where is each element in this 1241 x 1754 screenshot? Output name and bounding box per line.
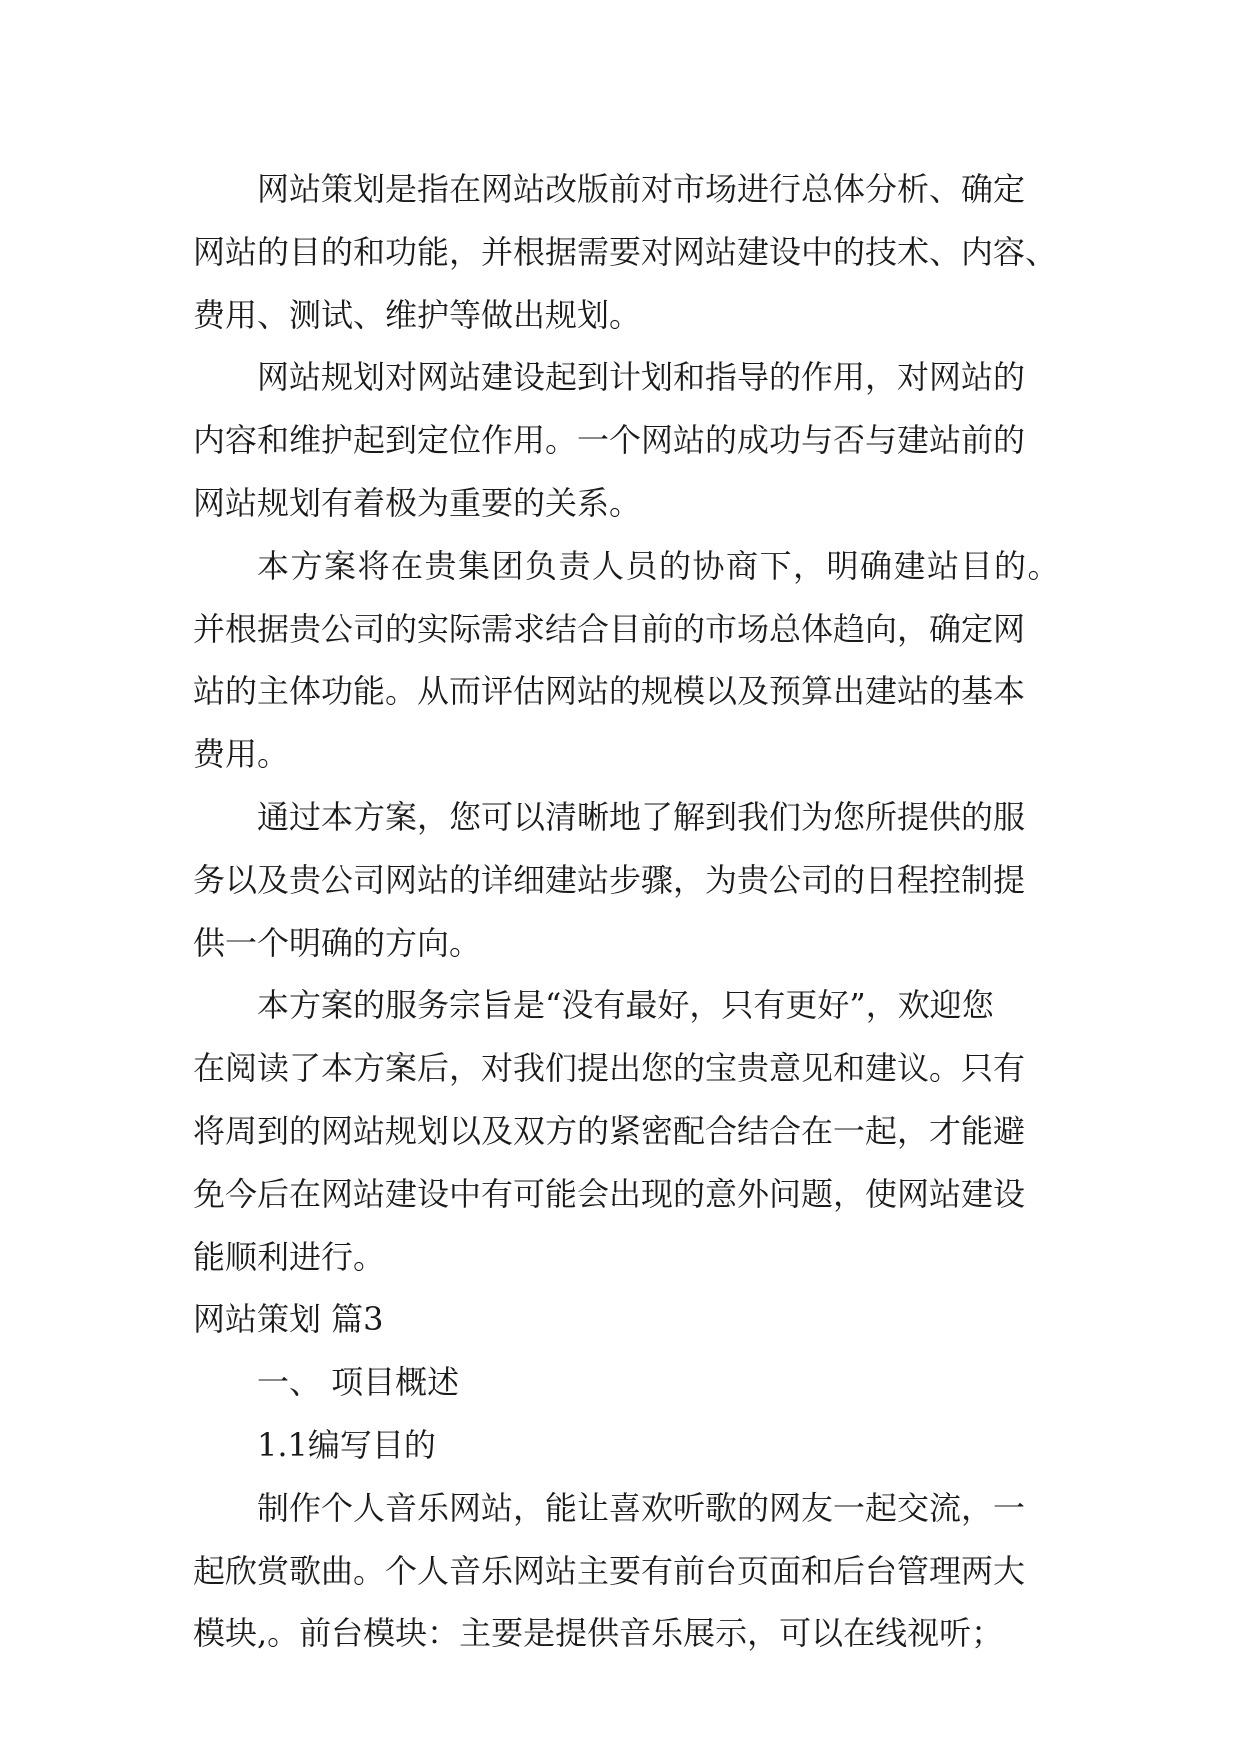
- text-line: 本方案的服务宗旨是“没有最好，只有更好”，欢迎您: [257, 986, 994, 1025]
- text-line: 制作个人音乐网站，能让喜欢听歌的网友一起交流，一: [257, 1488, 1026, 1527]
- text-line: 将周到的网站规划以及双方的紧密配合结合在一起，才能避: [193, 1111, 1026, 1150]
- text-line: 网站的目的和功能，并根据需要对网站建设中的技术、内容、: [193, 232, 1058, 271]
- text-line: 本方案将在贵集团负责人员的协商下，明确建站目的。: [257, 546, 1062, 585]
- text-line: 通过本方案，您可以清晰地了解到我们为您所提供的服: [257, 797, 1026, 836]
- text-line: 起欣赏歌曲。个人音乐网站主要有前台页面和后台管理两大: [193, 1551, 1026, 1590]
- text-line: 并根据贵公司的实际需求结合目前的市场总体趋向，确定网: [193, 609, 1026, 648]
- text-line: 网站规划对网站建设起到计划和指导的作用，对网站的: [257, 358, 1026, 397]
- section-heading: 网站策划 篇3: [193, 1300, 384, 1339]
- text-line: 网站策划是指在网站改版前对市场进行总体分析、确定: [257, 170, 1026, 208]
- text-line: 内容和维护起到定位作用。一个网站的成功与否与建站前的: [193, 421, 1026, 460]
- text-line: 务以及贵公司网站的详细建站步骤，为贵公司的日程控制提: [193, 860, 1026, 899]
- text-line: 能顺利进行。: [193, 1237, 386, 1276]
- subsection-heading: 一、 项目概述: [257, 1363, 460, 1402]
- text-line: 模块,。前台模块：主要是提供音乐展示，可以在线视听；: [193, 1614, 1004, 1653]
- text-line: 费用。: [193, 735, 290, 774]
- document-body: [193, 158, 1062, 1665]
- text-line: 网站规划有着极为重要的关系。: [193, 483, 642, 522]
- text-line: 供一个明确的方向。: [193, 923, 482, 962]
- subsection-heading: 1.1编写目的: [257, 1425, 436, 1464]
- text-line: 站的主体功能。从而评估网站的规模以及预算出建站的基本: [193, 672, 1026, 711]
- text-line: 在阅读了本方案后，对我们提出您的宝贵意见和建议。只有: [193, 1049, 1026, 1088]
- text-line: 费用、测试、维护等做出规划。: [193, 295, 642, 334]
- text-line: 免今后在网站建设中有可能会出现的意外问题，使网站建设: [193, 1174, 1026, 1213]
